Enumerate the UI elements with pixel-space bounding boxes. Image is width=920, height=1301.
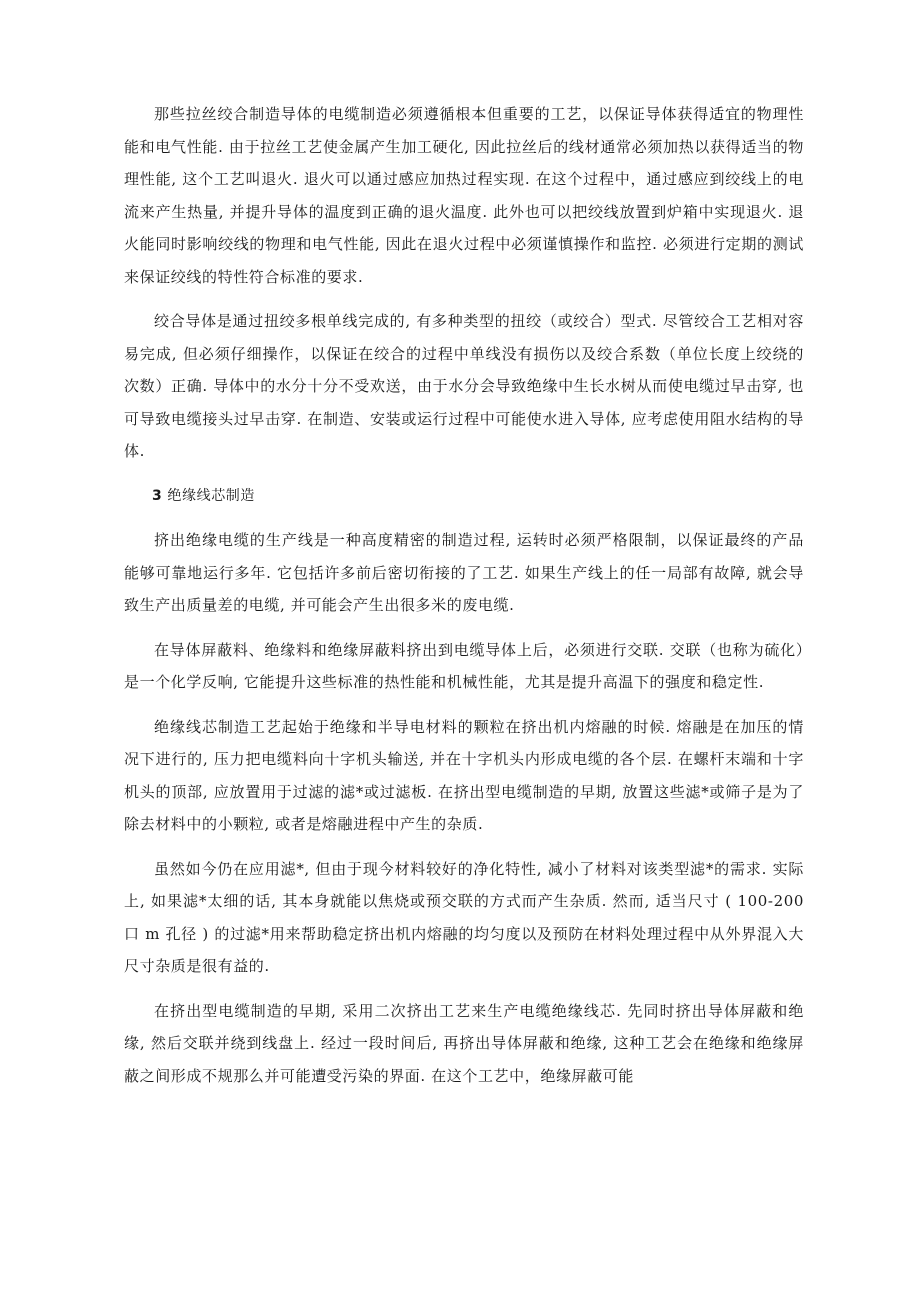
document-page bbox=[124, 98, 804, 1104]
paragraph-screens: 虽然如今仍在应用滤*, 但由于现今材料较好的净化特性, 减小了材料对该类型滤*的需求. 实际上, 如果滤*太细的话, 其本身就能以焦烧或预交联的方式而产生杂质. 然而, 适当尺寸 ( 100-200 口 m 孔径 ) 的过滤*用来帮助稳定挤出机内熔融的均匀度以及预防在材料处理过程中从外界混入大尺寸杂质是很有益的. bbox=[124, 859, 804, 975]
paragraph-dual-extrusion: 在挤出型电缆制造的早期, 采用二次挤出工艺来生产电缆绝缘线芯. 先同时挤出导体屏蔽和绝缘, 然后交联并绕到线盘上. 经过一段时间后, 再挤出导体屏蔽和绝缘, 这种工艺会在绝缘和绝缘屏蔽之间形成不规那么并可能遭受污染的界面. 在这个工艺中，绝缘屏蔽可能 bbox=[124, 1001, 804, 1085]
paragraph-drawing-annealing: 那些拉丝绞合制造导体的电缆制造必须遵循根本但重要的工艺，以保证导体获得适宜的物理性能和电气性能. 由于拉丝工艺使金属产生加工硬化, 因此拉丝后的线材通常必须加热以获得适当的物理性能, 这个工艺叫退火. 退火可以通过感应加热过程实现. 在这个过程中，通过感应到绞线上的电流来产生热量, 并提升导体的温度到正确的退火温度. 此外也可以把绞线放置到炉箱中实现退火. 退火能同时影响绞线的物理和电气性能, 因此在退火过程中必须谨慎操作和监控. 必须进行定期的测试来保证绞线的特性符合标准的要求. bbox=[124, 105, 804, 286]
paragraph-stranding: 绞合导体是通过扭绞多根单线完成的, 有多种类型的扭绞（或绞合）型式. 尽管绞合工艺相对容易完成, 但必须仔细操作，以保证在绞合的过程中单线没有损伤以及绞合系数（单位长度上绞绕的次数）正确. 导体中的水分十分不受欢送，由于水分会导致绝缘中生长水树从而使电缆过早击穿, 也可导致电缆接头过早击穿. 在制造、安装或运行过程中可能使水进入导体, 应考虑使用阻水结构的导体. bbox=[124, 312, 804, 460]
section-number: 3 bbox=[152, 487, 163, 504]
section-heading bbox=[124, 480, 804, 513]
section-title: 绝缘线芯制造 bbox=[167, 487, 256, 504]
paragraph-crosslinking: 在导体屏蔽料、绝缘料和绝缘屏蔽料挤出到电缆导体上后，必须进行交联. 交联（也称为硫化）是一个化学反响, 它能提升这些标准的热性能和机械性能，尤其是提升高温下的强度和稳定性. bbox=[124, 640, 804, 691]
paragraph-extrusion-melting: 绝缘线芯制造工艺起始于绝缘和半导电材料的颗粒在挤出机内熔融的时候. 熔融是在加压的情况下进行的, 压力把电缆料向十字机头输送, 并在十字机头内形成电缆的各个层. 在螺杆末端和十字机头的顶部, 应放置用于过滤的滤*或过滤板. 在挤出型电缆制造的早期, 放置这些滤*或筛子是为了除去材料中的小颗粒, 或者是熔融进程中产生的杂质. bbox=[124, 717, 804, 833]
paragraph-production-line: 挤出绝缘电缆的生产线是一种高度精密的制造过程, 运转时必须严格限制，以保证最终的产品能够可靠地运行多年. 它包括许多前后密切衔接的了工艺. 如果生产线上的任一局部有故障, 就会导致生产出质量差的电缆, 并可能会产生出很多米的废电缆. bbox=[124, 531, 804, 614]
